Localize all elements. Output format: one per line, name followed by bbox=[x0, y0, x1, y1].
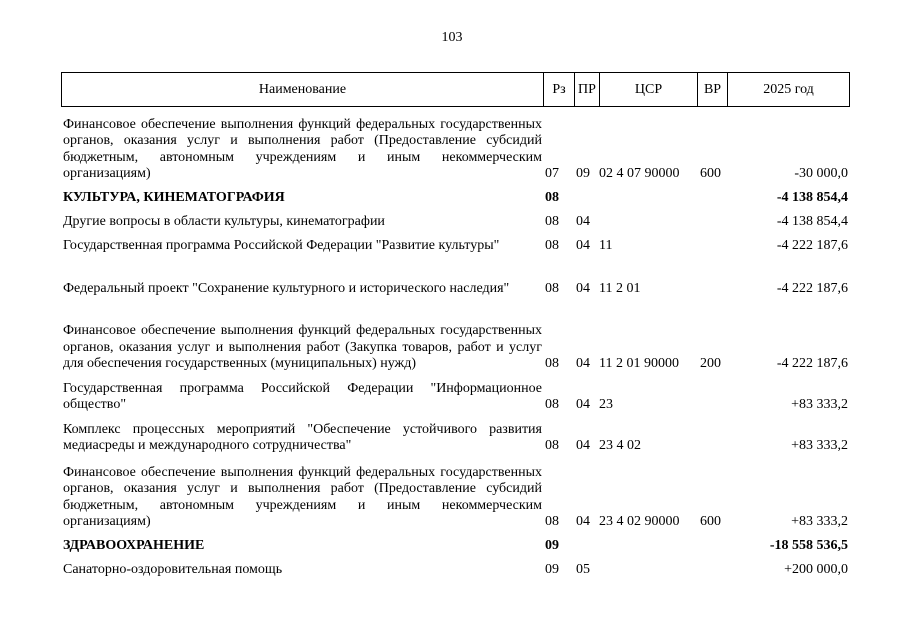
row-name: Финансовое обеспечение выполнения функций федеральных государственных органов, оказания услуг и выполнения работ (Предоставление субсидий бюджетным, автономным учреждениям и иным некоммерческим организациям) bbox=[63, 464, 542, 530]
table-row bbox=[0, 189, 904, 207]
row-name: Комплекс процессных мероприятий "Обеспечение устойчивого развития медиасреды и международного сотрудничества" bbox=[63, 421, 542, 454]
row-amount: -4 138 854,4 bbox=[776, 214, 848, 230]
row-rz: 09 bbox=[545, 562, 559, 578]
row-pr: 04 bbox=[576, 238, 590, 254]
column-header-year: 2025 год bbox=[727, 73, 849, 106]
row-rz: 07 bbox=[545, 166, 559, 182]
row-amount: -4 222 187,6 bbox=[776, 281, 848, 297]
row-pr: 04 bbox=[576, 514, 590, 530]
row-name: Федеральный проект "Сохранение культурного и исторического наследия" bbox=[63, 281, 510, 297]
row-name: ЗДРАВООХРАНЕНИЕ bbox=[63, 538, 205, 554]
row-amount: -4 138 854,4 bbox=[776, 190, 848, 206]
row-vr: 600 bbox=[700, 514, 721, 530]
table-row bbox=[0, 304, 904, 373]
row-csr: 23 4 02 bbox=[599, 438, 641, 454]
row-rz: 09 bbox=[545, 538, 559, 554]
row-pr: 05 bbox=[576, 562, 590, 578]
row-rz: 08 bbox=[545, 281, 559, 297]
row-pr: 04 bbox=[576, 281, 590, 297]
column-header-vr: ВР bbox=[697, 73, 727, 106]
row-amount: +83 333,2 bbox=[791, 438, 848, 454]
row-amount: +83 333,2 bbox=[791, 397, 848, 413]
row-rz: 08 bbox=[545, 397, 559, 413]
table-row bbox=[0, 561, 904, 579]
row-amount: +83 333,2 bbox=[791, 514, 848, 530]
row-rz: 08 bbox=[545, 438, 559, 454]
row-csr: 23 bbox=[599, 397, 613, 413]
row-vr: 200 bbox=[700, 356, 721, 372]
row-pr: 09 bbox=[576, 166, 590, 182]
table-row bbox=[0, 419, 904, 455]
row-pr: 04 bbox=[576, 397, 590, 413]
table-row bbox=[0, 237, 904, 255]
row-rz: 08 bbox=[545, 214, 559, 230]
row-name: Финансовое обеспечение выполнения функций федеральных государственных органов, оказания услуг и выполнения работ (Предоставление субсидий бюджетным, автономным учреждениям и иным некоммерческим организациям) bbox=[63, 116, 542, 182]
column-header-name: Наименование bbox=[258, 82, 347, 97]
page-number: 103 bbox=[441, 30, 463, 45]
table-row bbox=[0, 262, 904, 298]
row-rz: 08 bbox=[545, 190, 559, 206]
row-rz: 08 bbox=[545, 514, 559, 530]
row-amount: -4 222 187,6 bbox=[776, 238, 848, 254]
row-name: Финансовое обеспечение выполнения функций федеральных государственных органов, оказания услуг и выполнения работ (Закупка товаров, работ и услуг для обеспечения государственных (муниципальных) нужд) bbox=[63, 323, 542, 372]
table-row bbox=[0, 537, 904, 555]
row-rz: 08 bbox=[545, 356, 559, 372]
row-rz: 08 bbox=[545, 238, 559, 254]
row-amount: +200 000,0 bbox=[784, 562, 848, 578]
column-header-pr: ПР bbox=[574, 73, 599, 106]
row-vr: 600 bbox=[700, 166, 721, 182]
column-header-csr: ЦСР bbox=[599, 73, 697, 106]
row-pr: 04 bbox=[576, 214, 590, 230]
row-amount: -4 222 187,6 bbox=[776, 356, 848, 372]
column-header-rz: Рз bbox=[543, 73, 574, 106]
table-row bbox=[0, 113, 904, 183]
row-csr: 11 bbox=[599, 238, 613, 254]
row-name: Государственная программа Российской Федерации "Развитие культуры" bbox=[63, 238, 500, 254]
table-row bbox=[0, 378, 904, 414]
row-amount: -18 558 536,5 bbox=[769, 538, 848, 554]
row-name: Другие вопросы в области культуры, кинематографии bbox=[63, 214, 385, 230]
row-csr: 11 2 01 90000 bbox=[599, 356, 679, 372]
row-csr: 02 4 07 90000 bbox=[599, 166, 680, 182]
table-row bbox=[0, 461, 904, 531]
row-pr: 04 bbox=[576, 438, 590, 454]
row-name: КУЛЬТУРА, КИНЕМАТОГРАФИЯ bbox=[63, 190, 285, 206]
row-csr: 11 2 01 bbox=[599, 281, 641, 297]
table-row bbox=[0, 213, 904, 231]
row-name: Государственная программа Российской Федерации "Информационное общество" bbox=[63, 380, 542, 413]
row-pr: 04 bbox=[576, 356, 590, 372]
row-csr: 23 4 02 90000 bbox=[599, 514, 680, 530]
row-name: Санаторно-оздоровительная помощь bbox=[63, 562, 283, 578]
row-amount: -30 000,0 bbox=[794, 166, 848, 182]
